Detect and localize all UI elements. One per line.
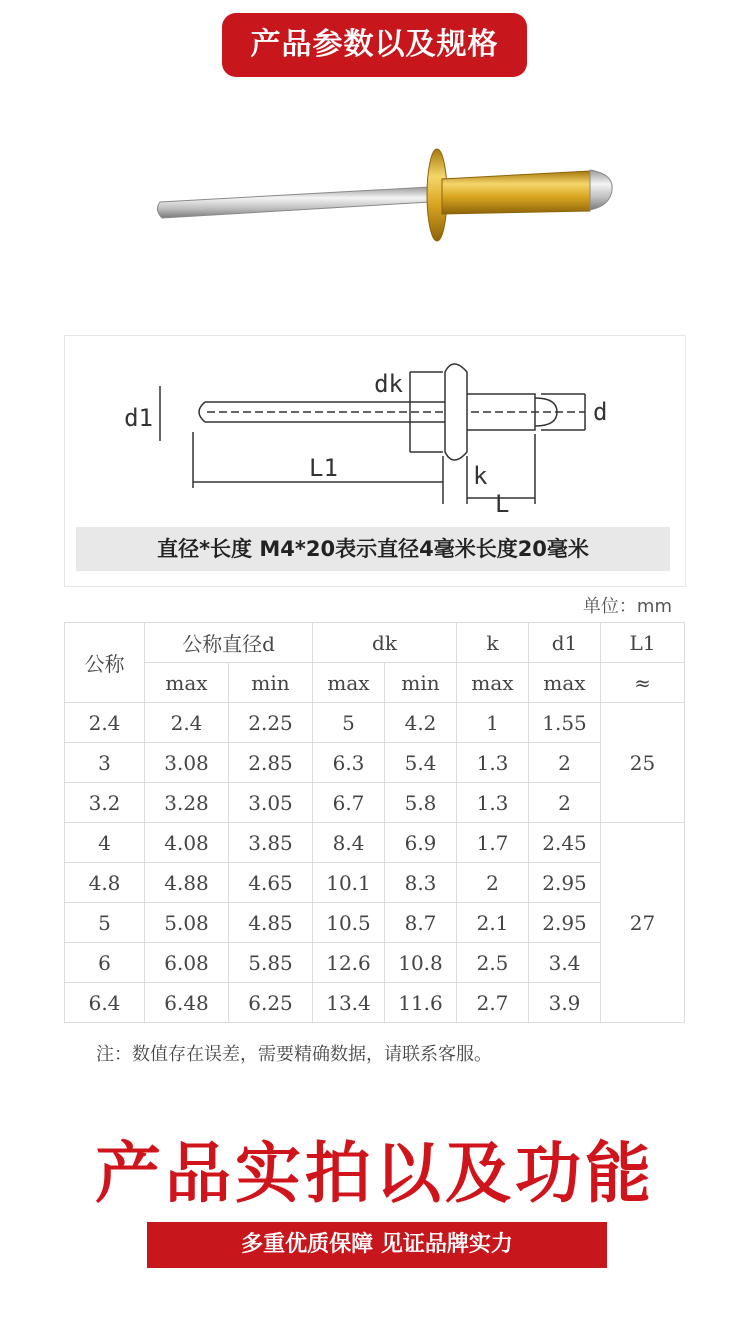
table-cell: 2 (529, 783, 601, 823)
table-cell: 2.4 (65, 703, 145, 743)
table-cell: 公称直径d (145, 623, 313, 663)
label-L: L (495, 490, 510, 518)
table-cell: 公称 (65, 623, 145, 703)
table-cell: 6.25 (229, 983, 313, 1023)
table-cell: 1.55 (529, 703, 601, 743)
label-d1: d1 (124, 404, 153, 432)
table-row (65, 983, 685, 1023)
table-cell: 11.6 (385, 983, 457, 1023)
table-cell: 3.2 (65, 783, 145, 823)
table-cell: 6.48 (145, 983, 229, 1023)
table-cell: 3.9 (529, 983, 601, 1023)
label-k: k (473, 462, 488, 490)
disclaimer-note: 注：数值存在误差，需要精确数据，请联系客服。 (96, 1044, 492, 1065)
table-cell: 5.08 (145, 903, 229, 943)
table-cell: 1 (457, 703, 529, 743)
table-cell: 4.8 (65, 863, 145, 903)
table-cell: 5.4 (385, 743, 457, 783)
table-cell: 8.4 (313, 823, 385, 863)
table-cell: 2.25 (229, 703, 313, 743)
table-cell: 2.85 (229, 743, 313, 783)
table-cell: 27 (601, 823, 685, 1023)
table-cell: 5 (65, 903, 145, 943)
table-cell: 6.4 (65, 983, 145, 1023)
table-cell: 4 (65, 823, 145, 863)
table-cell: d1 (529, 623, 601, 663)
table-cell: 3.28 (145, 783, 229, 823)
table-cell: 10.1 (313, 863, 385, 903)
table-cell: 8.3 (385, 863, 457, 903)
table-cell: 8.7 (385, 903, 457, 943)
table-cell: 2 (457, 863, 529, 903)
label-L1: L1 (309, 454, 338, 482)
table-cell: 5.8 (385, 783, 457, 823)
table-cell: 2.5 (457, 943, 529, 983)
table-cell: 25 (601, 703, 685, 823)
table-cell: max (529, 663, 601, 703)
table-cell: 4.2 (385, 703, 457, 743)
table-header-row (65, 663, 685, 703)
table-cell: 3.4 (529, 943, 601, 983)
table-cell: 6.9 (385, 823, 457, 863)
table-cell: k (457, 623, 529, 663)
table-cell: 2.1 (457, 903, 529, 943)
table-cell: 5.85 (229, 943, 313, 983)
table-cell: 6 (65, 943, 145, 983)
table-cell: 3.05 (229, 783, 313, 823)
table-cell: ≈ (601, 663, 685, 703)
table-row (65, 743, 685, 783)
table-cell: 1.3 (457, 743, 529, 783)
table-cell: 2.45 (529, 823, 601, 863)
table-row (65, 703, 685, 743)
table-cell: 6.7 (313, 783, 385, 823)
table-row (65, 863, 685, 903)
table-cell: 4.88 (145, 863, 229, 903)
table-cell: 2.95 (529, 903, 601, 943)
table-row (65, 823, 685, 863)
table-cell: 2.4 (145, 703, 229, 743)
table-header-row (65, 623, 685, 663)
table-row (65, 783, 685, 823)
spec-table (64, 622, 685, 1023)
table-row (65, 943, 685, 983)
table-cell: 13.4 (313, 983, 385, 1023)
table-cell: min (229, 663, 313, 703)
table-cell: max (145, 663, 229, 703)
diagram-caption: 直径*长度 M4*20表示直径4毫米长度20毫米 (157, 537, 589, 561)
table-cell: 1.7 (457, 823, 529, 863)
label-dk: dk (374, 370, 403, 398)
table-cell: min (385, 663, 457, 703)
table-cell: max (457, 663, 529, 703)
table-cell: 4.65 (229, 863, 313, 903)
section-badge: 产品参数以及规格 (222, 13, 527, 77)
table-cell: 4.08 (145, 823, 229, 863)
table-cell: 6.3 (313, 743, 385, 783)
table-cell: 6.08 (145, 943, 229, 983)
diagram-caption-bar (76, 527, 670, 571)
section-title: 产品实拍以及功能 (95, 1135, 655, 1212)
table-cell: 2 (529, 743, 601, 783)
table-cell: 2.7 (457, 983, 529, 1023)
table-row (65, 903, 685, 943)
table-cell: 10.5 (313, 903, 385, 943)
table-cell: 10.8 (385, 943, 457, 983)
table-cell: 12.6 (313, 943, 385, 983)
table-cell: 3.85 (229, 823, 313, 863)
table-cell: 5 (313, 703, 385, 743)
table-cell: 4.85 (229, 903, 313, 943)
table-cell: 1.3 (457, 783, 529, 823)
unit-label: 单位：mm (582, 596, 672, 617)
rivet-product-image (150, 140, 620, 250)
section-subtitle: 多重优质保障 见证品牌实力 (147, 1222, 607, 1268)
rivet-drawing (65, 336, 685, 526)
label-d: d (593, 398, 608, 426)
table-cell: L1 (601, 623, 685, 663)
table-cell: 3.08 (145, 743, 229, 783)
table-cell: 3 (65, 743, 145, 783)
table-cell: 2.95 (529, 863, 601, 903)
table-cell: max (313, 663, 385, 703)
table-cell: dk (313, 623, 457, 663)
